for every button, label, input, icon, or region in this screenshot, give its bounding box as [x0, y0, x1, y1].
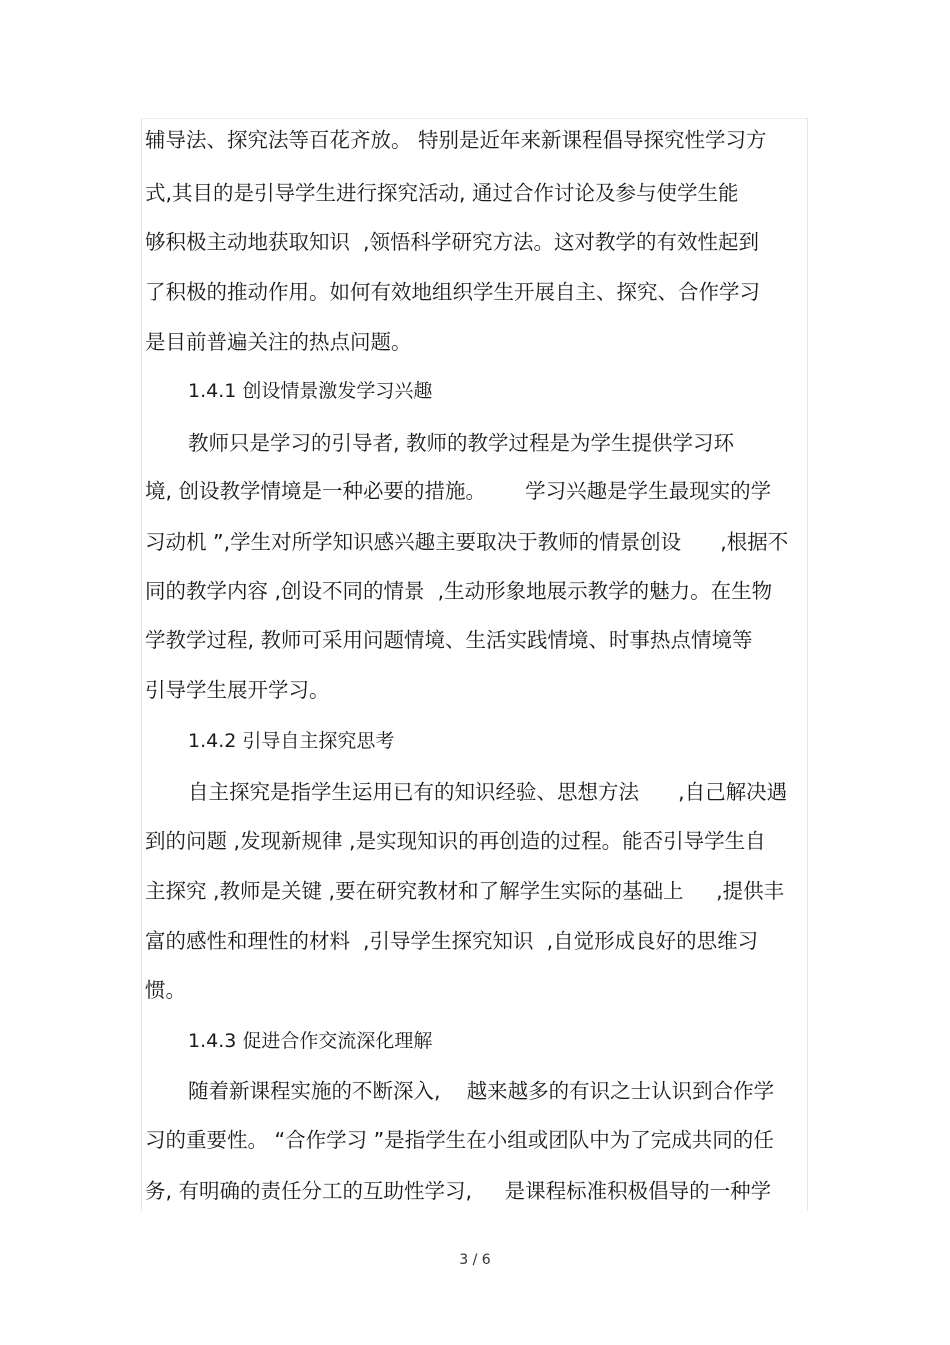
text-line: 学教学过程, 教师可采用问题情境、生活实践情境、时事热点情境等 [145, 628, 753, 652]
text-line: 够积极主动地获取知识 ,领悟科学研究方法。这对教学的有效性起到 [145, 230, 760, 254]
section-heading-1-4-3: 1.4.3 促进合作交流深化理解 [188, 1030, 433, 1052]
page-number: 3 / 6 [459, 1252, 491, 1268]
text-line: 教师只是学习的引导者, 教师的教学过程是为学生提供学习环 [188, 431, 735, 455]
text-line: 了积极的推动作用。如何有效地组织学生开展自主、探究、合作学习 [145, 280, 760, 304]
text-line: 式,其目的是引导学生进行探究活动, 通过合作讨论及参与使学生能 [145, 181, 739, 205]
text-line: 引导学生展开学习。 [145, 678, 330, 702]
text-line: 富的感性和理性的材料 ,引导学生探究知识 ,自觉形成良好的思维习 [145, 929, 759, 953]
text-line: 境, 创设教学情境是一种必要的措施。 学习兴趣是学生最现实的学 [145, 479, 772, 503]
section-heading-1-4-2: 1.4.2 引导自主探究思考 [188, 730, 395, 752]
text-line: 是目前普遍关注的热点问题。 [145, 330, 412, 354]
text-line: 自主探究是指学生运用已有的知识经验、思想方法 ,自己解决遇 [188, 780, 788, 804]
text-line: 随着新课程实施的不断深入, 越来越多的有识之士认识到合作学 [188, 1079, 775, 1103]
text-line: 习的重要性。 “合作学习 ”是指学生在小组或团队中为了完成共同的任 [145, 1128, 774, 1152]
text-line: 惯。 [145, 978, 186, 1002]
text-line: 同的教学内容 ,创设不同的情景 ,生动形象地展示教学的魅力。在生物 [145, 579, 773, 603]
text-line: 主探究 ,教师是关键 ,要在研究教材和了解学生实际的基础上 ,提供丰 [145, 879, 785, 903]
section-heading-1-4-1: 1.4.1 创设情景激发学习兴趣 [188, 380, 433, 402]
text-line: 到的问题 ,发现新规律 ,是实现知识的再创造的过程。能否引导学生自 [145, 829, 766, 853]
text-line: 务, 有明确的责任分工的互助性学习, 是课程标准积极倡导的一种学 [145, 1179, 772, 1203]
text-line: 辅导法、探究法等百花齐放。 特别是近年来新课程倡导探究性学习方 [145, 128, 767, 152]
text-line: 习动机 ”,学生对所学知识感兴趣主要取决于教师的情景创设 ,根据不 [145, 530, 789, 554]
